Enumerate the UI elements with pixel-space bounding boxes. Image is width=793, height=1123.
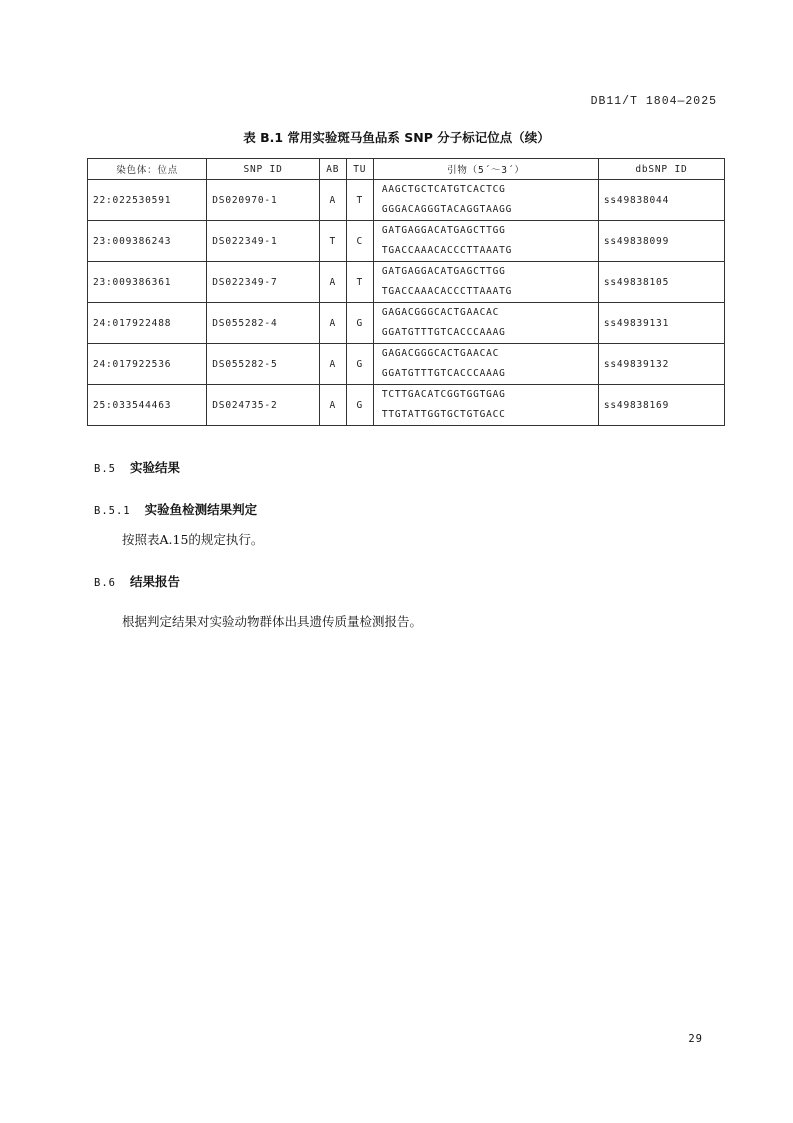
table-row xyxy=(88,262,725,303)
cell-dbsnp-id: ss49838044 xyxy=(598,180,724,221)
primer-reverse: GGGACAGGGTACAGGTAAGG xyxy=(381,204,513,215)
cell-ab: T xyxy=(319,221,346,262)
section-heading-b5-1 xyxy=(94,500,257,518)
section-number: B.5 xyxy=(94,463,116,475)
section-title: 结果报告 xyxy=(129,574,180,589)
section-heading-b5 xyxy=(94,458,180,476)
cell-chromosome: 23:009386361 xyxy=(88,262,207,303)
cell-chromosome: 23:009386243 xyxy=(88,221,207,262)
cell-primer xyxy=(373,262,598,303)
cell-tu: G xyxy=(346,344,373,385)
cell-chromosome: 25:033544463 xyxy=(88,385,207,426)
cell-ab: A xyxy=(319,344,346,385)
cell-primer xyxy=(373,221,598,262)
primer-forward: TCTTGACATCGGTGGTGAG xyxy=(381,389,506,400)
cell-tu: G xyxy=(346,385,373,426)
column-header-ab: AB xyxy=(319,159,346,180)
column-header-tu: TU xyxy=(346,159,373,180)
primer-reverse: GGATGTTTGTCACCCAAAG xyxy=(381,368,506,379)
cell-snp-id: DS055282-5 xyxy=(207,344,320,385)
cell-dbsnp-id: ss49839132 xyxy=(598,344,724,385)
cell-snp-id: DS055282-4 xyxy=(207,303,320,344)
cell-snp-id: DS024735-2 xyxy=(207,385,320,426)
cell-primer xyxy=(373,180,598,221)
column-header-primer: 引物（5´～3´） xyxy=(373,159,598,180)
cell-ab: A xyxy=(319,180,346,221)
section-title: 实验结果 xyxy=(129,460,180,475)
column-header-snp-id: SNP ID xyxy=(207,159,320,180)
primer-reverse: TTGTATTGGTGCTGTGACC xyxy=(381,409,506,420)
cell-tu: G xyxy=(346,303,373,344)
primer-reverse: TGACCAAACACCCTTAAATG xyxy=(381,245,513,256)
primer-forward: GAGACGGGCACTGAACAC xyxy=(381,307,500,318)
cell-snp-id: DS022349-7 xyxy=(207,262,320,303)
cell-tu: C xyxy=(346,221,373,262)
cell-primer xyxy=(373,303,598,344)
snp-marker-table xyxy=(87,158,725,426)
cell-dbsnp-id: ss49839131 xyxy=(598,303,724,344)
cell-dbsnp-id: ss49838169 xyxy=(598,385,724,426)
table-title: 表 B.1 常用实验斑马鱼品系 SNP 分子标记位点（续） xyxy=(243,130,550,145)
column-header-dbsnp-id: dbSNP ID xyxy=(598,159,724,180)
cell-dbsnp-id: ss49838105 xyxy=(598,262,724,303)
document-code: DB11/T 1804—2025 xyxy=(590,95,717,108)
cell-primer xyxy=(373,385,598,426)
paragraph-b5-1: 按照表A.15的规定执行。 xyxy=(122,532,264,547)
table-row xyxy=(88,221,725,262)
cell-chromosome: 22:022530591 xyxy=(88,180,207,221)
primer-forward: AAGCTGCTCATGTCACTCG xyxy=(381,184,506,195)
cell-primer xyxy=(373,344,598,385)
paragraph-b6: 根据判定结果对实验动物群体出具遗传质量检测报告。 xyxy=(122,614,423,629)
cell-chromosome: 24:017922488 xyxy=(88,303,207,344)
table-row xyxy=(88,385,725,426)
cell-snp-id: DS022349-1 xyxy=(207,221,320,262)
column-header-chromosome: 染色体：位点 xyxy=(88,159,207,180)
primer-reverse: GGATGTTTGTCACCCAAAG xyxy=(381,327,506,338)
cell-ab: A xyxy=(319,262,346,303)
cell-tu: T xyxy=(346,180,373,221)
table-row xyxy=(88,180,725,221)
cell-ab: A xyxy=(319,385,346,426)
section-heading-b6 xyxy=(94,572,180,590)
primer-forward: GATGAGGACATGAGCTTGG xyxy=(381,225,506,236)
primer-reverse: TGACCAAACACCCTTAAATG xyxy=(381,286,513,297)
cell-snp-id: DS020970-1 xyxy=(207,180,320,221)
page-number: 29 xyxy=(688,1033,703,1045)
section-number: B.5.1 xyxy=(94,505,131,517)
table-row xyxy=(88,344,725,385)
primer-forward: GAGACGGGCACTGAACAC xyxy=(381,348,500,359)
cell-ab: A xyxy=(319,303,346,344)
primer-forward: GATGAGGACATGAGCTTGG xyxy=(381,266,506,277)
section-number: B.6 xyxy=(94,577,116,589)
cell-tu: T xyxy=(346,262,373,303)
section-title: 实验鱼检测结果判定 xyxy=(144,502,258,517)
table-row xyxy=(88,303,725,344)
table-header-row xyxy=(88,159,725,180)
cell-chromosome: 24:017922536 xyxy=(88,344,207,385)
cell-dbsnp-id: ss49838099 xyxy=(598,221,724,262)
